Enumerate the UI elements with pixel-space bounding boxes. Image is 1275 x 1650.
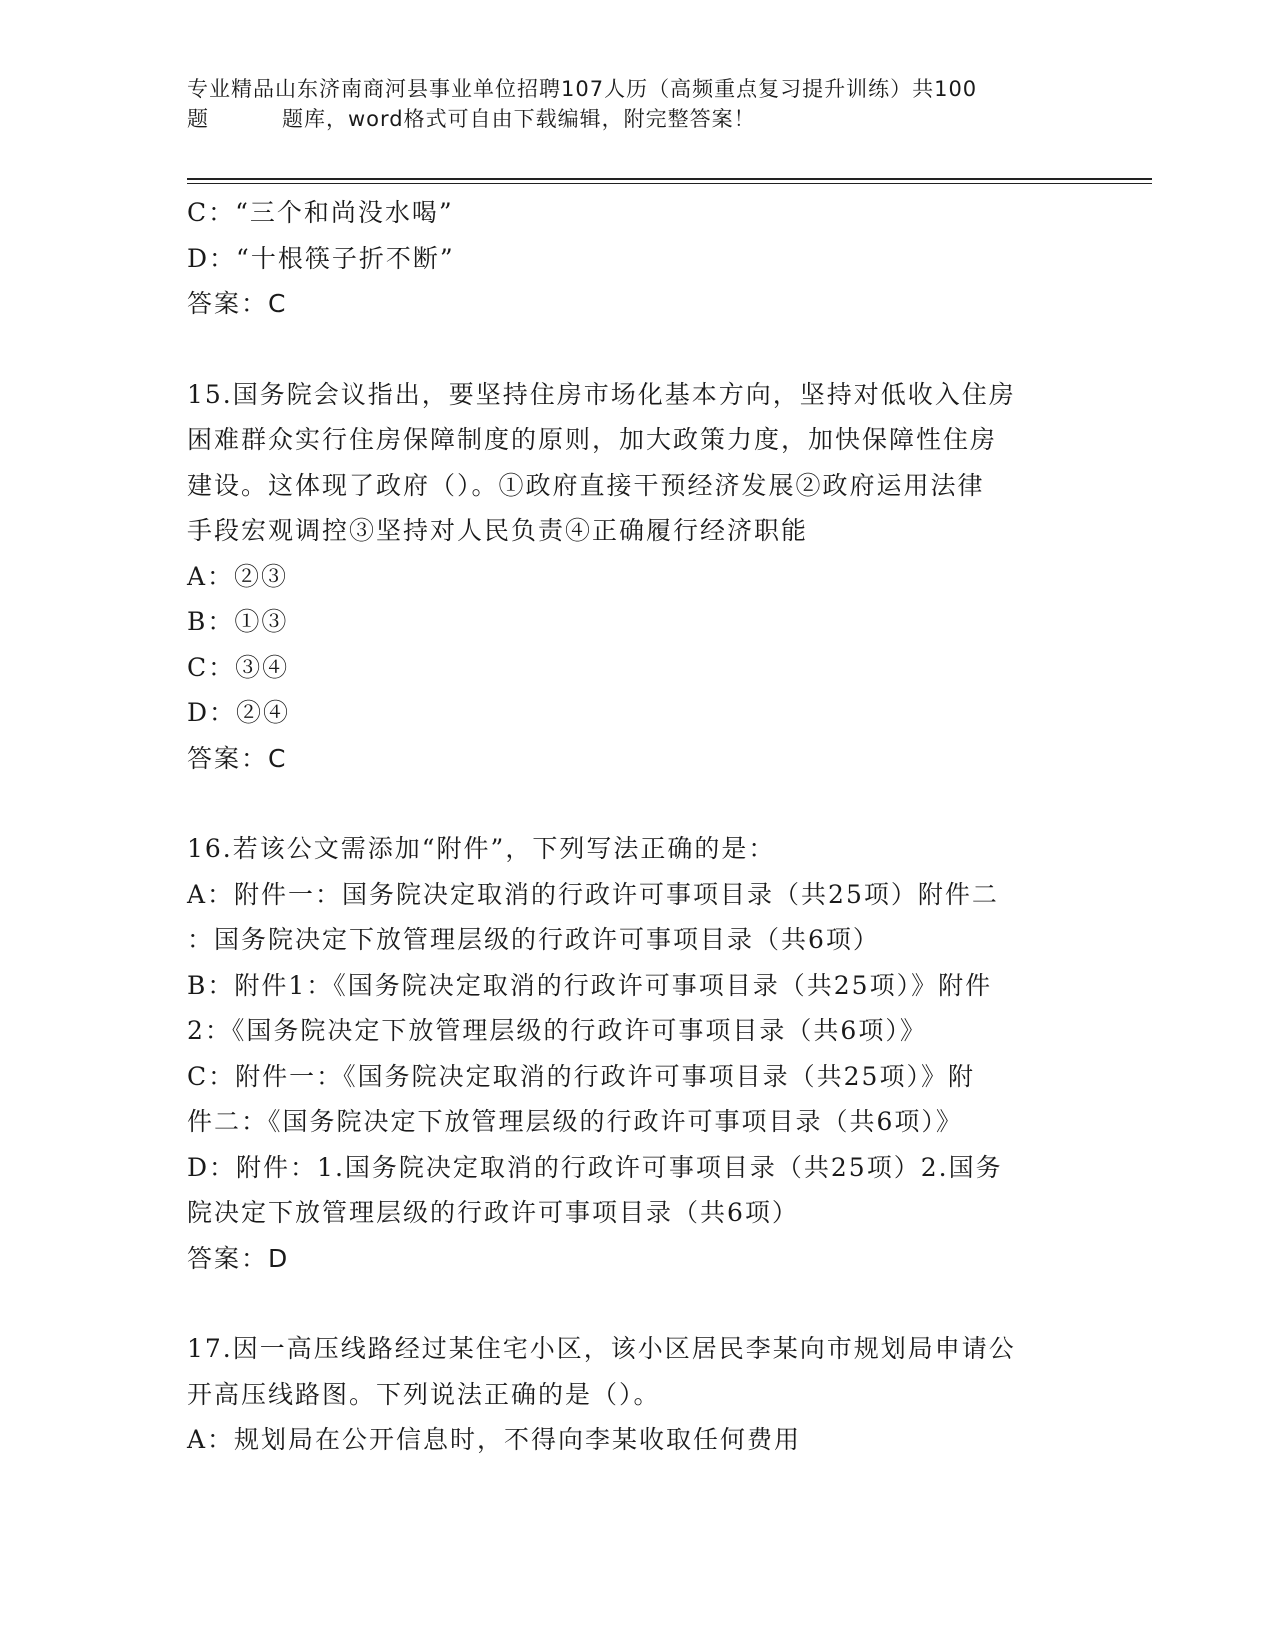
- spacer: [187, 327, 1087, 372]
- page-header: [187, 74, 1087, 134]
- header-divider-thick: [187, 178, 1152, 180]
- header-divider-thin: [187, 183, 1152, 184]
- q16-option-d-line2: 院决定下放管理层级的行政许可事项目录（共6项）: [187, 1198, 799, 1227]
- header-title-line2-rest: 题库，word格式可自由下载编辑，附完整答案！: [282, 107, 756, 131]
- q15-stem-line2: 困难群众实行住房保障制度的原则，加大政策力度，加快保障性住房: [187, 425, 998, 454]
- header-title-line2: [187, 104, 1087, 134]
- q16-option-a-line1: A：附件一：国务院决定取消的行政许可事项目录（共25项）附件二: [187, 879, 999, 909]
- question-content: [187, 190, 1087, 1463]
- q15-option-a: A：②③: [187, 561, 289, 591]
- q17-stem-line2: 开高压线路图。下列说法正确的是（）。: [187, 1379, 661, 1409]
- q15-option-d: D：②④: [187, 698, 291, 727]
- header-title-line1: 专业精品山东济南商河县事业单位招聘107人历（高频重点复习提升训练）共100: [187, 77, 978, 101]
- spacer: [187, 781, 1087, 826]
- q15-answer: 答案：C: [187, 743, 288, 773]
- q17-stem-line1: 17.因一高压线路经过某住宅小区，该小区居民李某向市规划局申请公: [187, 1334, 1016, 1363]
- q17-option-a: A：规划局在公开信息时，不得向李某收取任何费用: [187, 1425, 802, 1454]
- q15-stem-line4: 手段宏观调控③坚持对人民负责④正确履行经济职能: [187, 516, 809, 545]
- q15-option-c: C：③④: [187, 652, 290, 682]
- q16-stem: 16.若该公文需添加“附件”，下列写法正确的是：: [187, 834, 776, 863]
- q16-option-c-line2: 件二：《国务院决定下放管理层级的行政许可事项目录（共6项）》: [187, 1107, 963, 1136]
- q16-option-b-line1: B：附件1：《国务院决定取消的行政许可事项目录（共25项）》附件: [187, 970, 993, 1000]
- q14-option-c: C：“三个和尚没水喝”: [187, 198, 454, 227]
- q16-option-a-line2: ：国务院决定下放管理层级的行政许可事项目录（共6项）: [187, 925, 880, 954]
- q14-answer: 答案：C: [187, 289, 288, 318]
- q14-option-d: D：“十根筷子折不断”: [187, 243, 455, 273]
- q15-stem-line1: 15.国务院会议指出，要坚持住房市场化基本方向，坚持对低收入住房: [187, 379, 1016, 409]
- q16-option-c-line1: C：附件一：《国务院决定取消的行政许可事项目录（共25项）》附: [187, 1061, 975, 1091]
- q15-stem-line3: 建设。这体现了政府（）。①政府直接干预经济发展②政府运用法律: [187, 470, 985, 500]
- header-title-line2-start: 题: [187, 107, 209, 131]
- q15-option-b: B：①③: [187, 607, 289, 636]
- q16-option-b-line2: 2：《国务院决定下放管理层级的行政许可事项目录（共6项）》: [187, 1016, 927, 1045]
- q16-answer: 答案：D: [187, 1243, 290, 1273]
- spacer: [187, 1281, 1087, 1326]
- q16-option-d-line1: D：附件：1.国务院决定取消的行政许可事项目录（共25项）2.国务: [187, 1152, 1003, 1182]
